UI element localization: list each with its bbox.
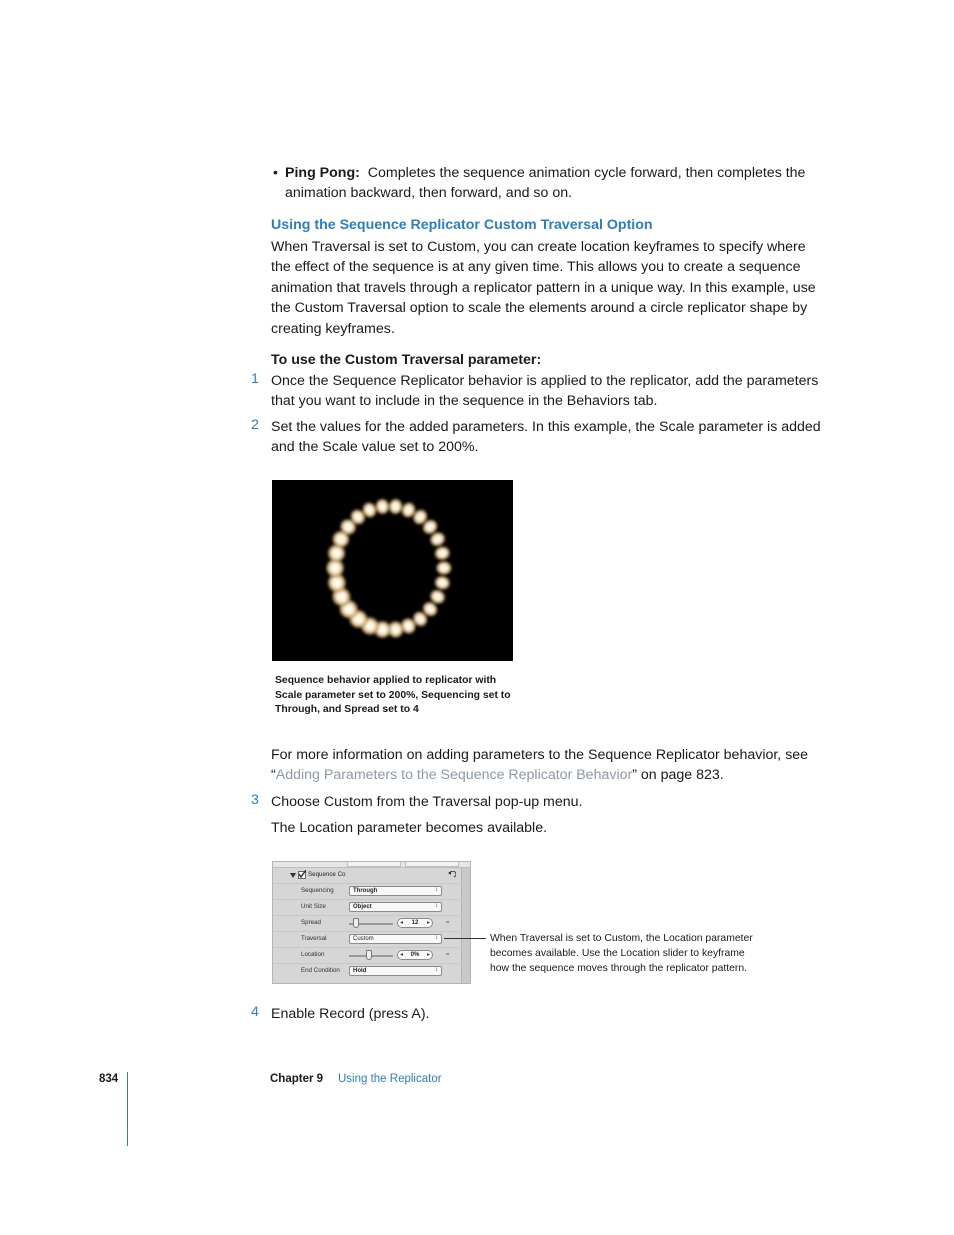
decrement-arrow-icon: ◂ [400,952,404,958]
page-number: 834 [99,1073,119,1085]
decrement-arrow-icon: ◂ [400,920,404,926]
step-result: The Location parameter becomes available. [271,820,548,836]
param-row-sequencing [273,884,463,900]
paragraph-line: creating keyframes. [271,320,395,337]
ring-beads [325,497,453,640]
behavior-header-row [273,868,463,884]
more-info-paragraph [271,745,841,786]
panel-tab [347,862,401,867]
paragraph-line: the Custom Traversal option to scale the elements around a circle replicator shape by [271,300,808,317]
param-row-end-condition [273,964,463,980]
keyframe-icon: = [446,920,450,926]
field-value: 12 [411,920,419,926]
bullet-text-line2: animation backward, then forward, and so on. [285,185,573,202]
bullet-text-line1: Completes the sequence animation cycle forward, then completes the [367,165,806,181]
traversal-popup [349,934,442,944]
enable-checkbox [298,871,306,879]
open-quote: “ [271,767,276,784]
param-row-traversal [273,932,463,948]
callout-line: becomes available. Use the Location slider to keyframe [490,948,745,959]
paragraph-line: the effect of the sequence is at any given time. This allows you to create a sequence [271,259,801,276]
section-paragraph [271,237,841,339]
bullet-mark: • [273,165,278,181]
bullet-item [285,163,845,204]
bullet-term: Ping Pong: [285,165,360,181]
step-number: 4 [251,1004,259,1020]
param-row-unit-size [273,900,463,916]
param-label: Unit Size [301,903,326,910]
location-value-field [397,950,433,960]
procedure-title: To use the Custom Traversal parameter: [271,352,542,368]
step-text [271,417,841,458]
spread-value-field [397,918,433,928]
cross-reference-link[interactable]: Adding Parameters to the Sequence Replicator Behavior [275,767,633,784]
param-row-location [273,948,463,964]
caption-line: Sequence behavior applied to replicator with [275,675,497,686]
step-text: Choose Custom from the Traversal pop-up menu. [271,794,583,810]
step-text: Enable Record (press A). [271,1006,430,1022]
param-label: Spread [301,919,321,926]
replicator-ring-figure [272,480,513,661]
checkmark-icon [298,870,306,878]
popup-value: Object [353,904,372,910]
popup-value: Hold [353,968,367,974]
more-info-line: For more information on adding parameters to the Sequence Replicator behavior, see [271,747,809,763]
step-number: 2 [251,417,259,433]
popup-arrows-icon: ↕ [435,903,438,909]
spread-slider-knob [353,918,359,928]
inspector-panel-figure [272,861,471,984]
step-number: 3 [251,792,259,808]
figure-caption [275,674,525,718]
location-slider-knob [366,950,372,960]
field-value: 0% [410,952,420,958]
behavior-name: Sequence Co [308,871,346,878]
param-label: Location [301,951,325,958]
increment-arrow-icon: ▸ [426,920,430,926]
step-line: Once the Sequence Replicator behavior is applied to the replicator, add the parameters [271,373,819,389]
step-text [271,371,841,412]
glowing-ring-image [272,480,513,661]
popup-value: Custom [353,936,374,942]
step-line: and the Scale value set to 200%. [271,439,479,456]
callout-leader-line [444,938,486,939]
increment-arrow-icon: ▸ [426,952,430,958]
page-reference: ” on page 823. [632,767,724,784]
keyframe-icon: = [446,952,450,958]
figure-callout [490,931,780,976]
footer-chapter: Chapter 9 [270,1073,324,1085]
popup-arrows-icon: ↕ [435,887,438,893]
footer-rule [127,1072,128,1146]
panel-tab [405,862,459,867]
caption-line: Through, and Spread set to 4 [275,704,419,716]
callout-line: how the sequence moves through the replicator pattern. [490,963,748,974]
caption-line: Scale parameter set to 200%, Sequencing set to [275,689,511,701]
end-condition-popup [349,966,442,976]
footer-chapter-title: Using the Replicator [338,1073,442,1085]
step-number: 1 [251,371,259,387]
popup-value: Through [353,888,378,894]
step-line: Set the values for the added parameters. In this example, the Scale parameter is added [271,419,821,435]
step-line: that you want to include in the sequence in the Behaviors tab. [271,393,658,410]
popup-arrows-icon: ↕ [435,935,438,941]
disclosure-triangle-icon [290,873,296,879]
param-label: Traversal [301,935,327,942]
paragraph-line: animation that travels through a replicator pattern in a unique way. In this example, use [271,279,816,296]
reset-arrow-icon [448,871,456,879]
param-label: End Condition [301,967,340,974]
popup-arrows-icon: ↕ [435,967,438,973]
ring-bead [435,561,452,576]
callout-line: When Traversal is set to Custom, the Location parameter [490,933,753,944]
param-label: Sequencing [301,887,334,894]
section-heading: Using the Sequence Replicator Custom Traversal Option [271,217,653,233]
unit-size-popup [349,902,442,912]
param-row-spread [273,916,463,932]
sequencing-popup [349,886,442,896]
paragraph-line: When Traversal is set to Custom, you can create location keyframes to specify where [271,239,806,255]
